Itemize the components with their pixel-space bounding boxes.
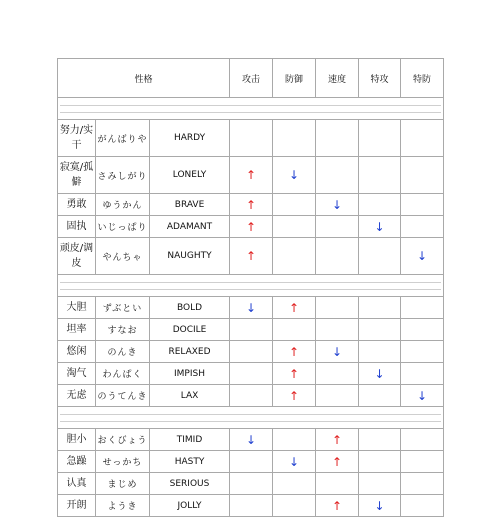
stat-cell — [316, 238, 359, 275]
stat-cell — [401, 363, 444, 385]
stat-cell — [316, 341, 359, 363]
stat-cell — [316, 297, 359, 319]
stat-cell — [316, 363, 359, 385]
header-nature: 性格 — [58, 59, 230, 98]
stat-cell — [316, 451, 359, 473]
group-separator — [58, 275, 444, 297]
header-stat-3: 特攻 — [359, 59, 401, 98]
stat-cell — [401, 157, 444, 194]
stat-cell — [273, 157, 316, 194]
stat-cell — [273, 429, 316, 451]
nature-en: ADAMANT — [150, 216, 230, 238]
nature-cn: 开朗 — [58, 495, 96, 517]
stat-cell — [230, 194, 273, 216]
stat-cell — [359, 297, 401, 319]
stat-cell — [401, 341, 444, 363]
arrow-down-icon: ↓ — [332, 344, 343, 359]
stat-cell — [401, 451, 444, 473]
nature-en: HASTY — [150, 451, 230, 473]
stat-cell — [230, 216, 273, 238]
stat-cell — [401, 238, 444, 275]
stat-cell — [316, 216, 359, 238]
stat-cell — [230, 319, 273, 341]
nature-en: RELAXED — [150, 341, 230, 363]
stat-cell — [401, 297, 444, 319]
nature-cn: 大胆 — [58, 297, 96, 319]
stat-cell — [359, 194, 401, 216]
stat-cell — [316, 495, 359, 517]
arrow-up-icon: ↑ — [246, 168, 257, 182]
group-separator — [58, 98, 444, 120]
nature-cn: 急躁 — [58, 451, 96, 473]
table-row — [58, 429, 444, 451]
stat-cell — [230, 451, 273, 473]
arrow-down-icon: ↓ — [289, 168, 300, 182]
stat-cell — [401, 319, 444, 341]
stat-cell — [359, 319, 401, 341]
arrow-up-icon: ↑ — [289, 300, 300, 315]
stat-cell — [316, 385, 359, 407]
nature-jp: やんちゃ — [96, 238, 150, 275]
stat-cell — [316, 429, 359, 451]
nature-cn: 固执 — [58, 216, 96, 238]
nature-jp: すなお — [96, 319, 150, 341]
nature-cn: 认真 — [58, 473, 96, 495]
arrow-up-icon: ↑ — [332, 454, 343, 469]
nature-cn: 无虑 — [58, 385, 96, 407]
nature-jp: せっかち — [96, 451, 150, 473]
stat-cell — [230, 363, 273, 385]
nature-jp: がんばりや — [96, 120, 150, 157]
stat-cell — [359, 451, 401, 473]
stat-cell — [401, 216, 444, 238]
arrow-down-icon: ↓ — [374, 219, 385, 234]
header-stat-2: 速度 — [316, 59, 359, 98]
nature-jp: ずぶとい — [96, 297, 150, 319]
nature-jp: わんぱく — [96, 363, 150, 385]
stat-cell — [273, 297, 316, 319]
stat-cell — [273, 495, 316, 517]
table-row — [58, 473, 444, 495]
stat-cell — [230, 297, 273, 319]
separator-cell — [58, 407, 444, 429]
separator-line — [60, 282, 441, 290]
stat-cell — [401, 385, 444, 407]
stat-cell — [273, 194, 316, 216]
table-row — [58, 319, 444, 341]
arrow-down-icon: ↓ — [417, 249, 428, 263]
stat-cell — [401, 429, 444, 451]
nature-jp: ゆうかん — [96, 194, 150, 216]
table-row — [58, 120, 444, 157]
stat-cell — [273, 120, 316, 157]
table-row — [58, 216, 444, 238]
arrow-up-icon: ↑ — [289, 344, 300, 359]
stat-cell — [273, 473, 316, 495]
nature-cn: 顽皮/调皮 — [58, 238, 96, 275]
nature-cn: 坦率 — [58, 319, 96, 341]
nature-cn: 悠闲 — [58, 341, 96, 363]
stat-cell — [401, 194, 444, 216]
arrow-down-icon: ↓ — [332, 197, 343, 212]
arrow-up-icon: ↑ — [246, 197, 257, 212]
arrow-up-icon: ↑ — [289, 366, 300, 381]
nature-cn: 努力/实干 — [58, 120, 96, 157]
nature-cn: 勇敢 — [58, 194, 96, 216]
stat-cell — [230, 238, 273, 275]
nature-jp: のうてんき — [96, 385, 150, 407]
nature-en: LONELY — [150, 157, 230, 194]
stat-cell — [230, 495, 273, 517]
stat-cell — [316, 473, 359, 495]
stat-cell — [401, 473, 444, 495]
header-stat-0: 攻击 — [230, 59, 273, 98]
stat-cell — [359, 473, 401, 495]
stat-cell — [273, 238, 316, 275]
nature-en: BRAVE — [150, 194, 230, 216]
stat-cell — [359, 238, 401, 275]
group-separator — [58, 407, 444, 429]
nature-en: HARDY — [150, 120, 230, 157]
stat-cell — [273, 319, 316, 341]
arrow-down-icon: ↓ — [374, 498, 385, 513]
stat-cell — [273, 341, 316, 363]
nature-jp: まじめ — [96, 473, 150, 495]
stat-cell — [230, 385, 273, 407]
stat-cell — [316, 194, 359, 216]
arrow-up-icon: ↑ — [332, 432, 343, 447]
stat-cell — [359, 157, 401, 194]
arrow-up-icon: ↑ — [246, 219, 257, 234]
nature-cn: 胆小 — [58, 429, 96, 451]
stat-cell — [359, 363, 401, 385]
stat-cell — [230, 120, 273, 157]
nature-en: TIMID — [150, 429, 230, 451]
nature-table — [57, 58, 444, 517]
stat-cell — [230, 157, 273, 194]
table-row — [58, 238, 444, 275]
stat-cell — [359, 341, 401, 363]
nature-en: IMPISH — [150, 363, 230, 385]
table-row — [58, 363, 444, 385]
stat-cell — [359, 385, 401, 407]
table-row — [58, 495, 444, 517]
nature-jp: さみしがり — [96, 157, 150, 194]
header-stat-1: 防御 — [273, 59, 316, 98]
nature-jp: おくびょう — [96, 429, 150, 451]
header-stat-4: 特防 — [401, 59, 444, 98]
stat-cell — [359, 429, 401, 451]
stat-cell — [230, 429, 273, 451]
table-row — [58, 157, 444, 194]
stat-cell — [316, 319, 359, 341]
arrow-down-icon: ↓ — [374, 366, 385, 381]
table-row — [58, 451, 444, 473]
stat-cell — [316, 157, 359, 194]
stat-cell — [230, 473, 273, 495]
stat-cell — [230, 341, 273, 363]
arrow-down-icon: ↓ — [246, 432, 257, 447]
stat-cell — [273, 385, 316, 407]
arrow-up-icon: ↑ — [246, 249, 257, 263]
table-row — [58, 194, 444, 216]
nature-cn: 寂寞/孤僻 — [58, 157, 96, 194]
stat-cell — [401, 120, 444, 157]
stat-cell — [273, 363, 316, 385]
stat-cell — [401, 495, 444, 517]
stat-cell — [316, 120, 359, 157]
nature-en: JOLLY — [150, 495, 230, 517]
stat-cell — [359, 495, 401, 517]
stat-cell — [273, 451, 316, 473]
stat-cell — [359, 216, 401, 238]
nature-en: LAX — [150, 385, 230, 407]
arrow-down-icon: ↓ — [289, 454, 300, 469]
stat-cell — [359, 120, 401, 157]
table-row — [58, 385, 444, 407]
nature-jp: いじっぱり — [96, 216, 150, 238]
nature-en: BOLD — [150, 297, 230, 319]
arrow-down-icon: ↓ — [417, 388, 428, 403]
stat-cell — [273, 216, 316, 238]
table-row — [58, 297, 444, 319]
separator-cell — [58, 98, 444, 120]
separator-line — [60, 105, 441, 113]
arrow-down-icon: ↓ — [246, 300, 257, 315]
arrow-up-icon: ↑ — [332, 498, 343, 513]
separator-cell — [58, 275, 444, 297]
nature-jp: のんき — [96, 341, 150, 363]
separator-line — [60, 414, 441, 422]
nature-en: DOCILE — [150, 319, 230, 341]
nature-jp: ようき — [96, 495, 150, 517]
nature-en: NAUGHTY — [150, 238, 230, 275]
arrow-up-icon: ↑ — [289, 388, 300, 403]
nature-en: SERIOUS — [150, 473, 230, 495]
header-row — [58, 59, 444, 98]
nature-cn: 淘气 — [58, 363, 96, 385]
table-row — [58, 341, 444, 363]
